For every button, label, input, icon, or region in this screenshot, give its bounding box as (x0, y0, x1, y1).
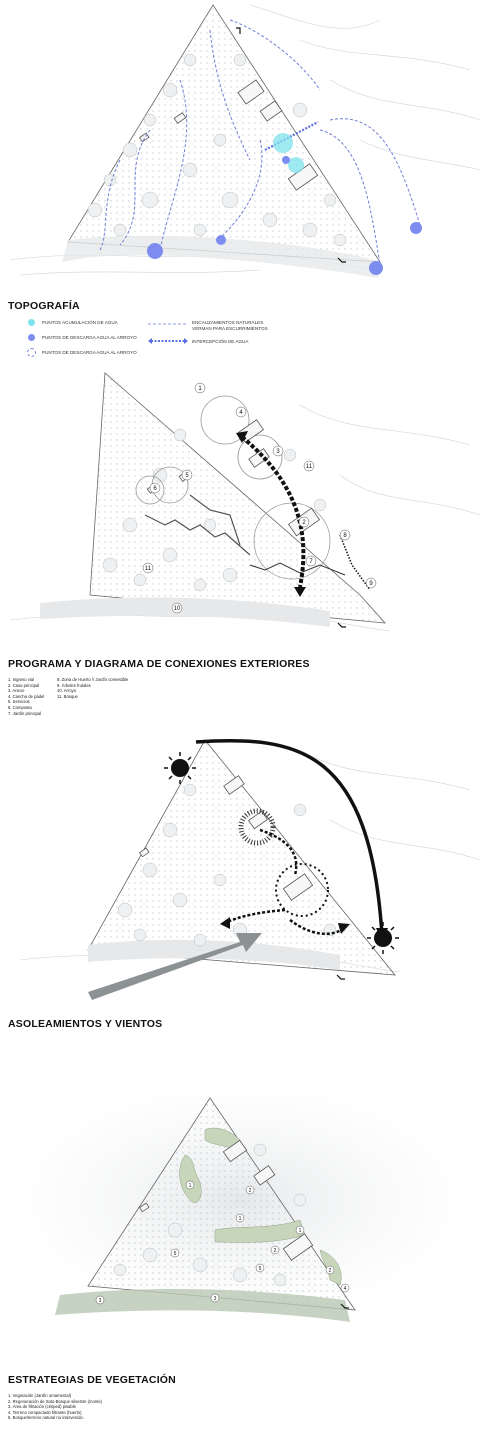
discharge-swatch (28, 334, 35, 341)
discharge-point (282, 156, 290, 164)
program-list-col2 (57, 677, 128, 699)
program-title: PROGRAMA Y DIAGRAMA DE CONEXIONES EXTERIORES (8, 658, 310, 670)
map-number-10: 10 (173, 606, 181, 612)
sun-wind-map (0, 730, 481, 1010)
topography-title: TOPOGRAFÍA (8, 300, 80, 312)
veg-map-number: 5 (173, 1251, 177, 1257)
program-item-3: 3. Anexo (8, 688, 25, 694)
channel-line-swatch (148, 321, 188, 327)
program-item-2: 2. Casa principal (8, 682, 40, 688)
program-item-4: 4. Cancha de pádel (8, 693, 45, 699)
program-map (0, 365, 481, 650)
vegetation-map (0, 1090, 481, 1335)
program-item-9: 9. Árboles frutales (57, 682, 91, 688)
vegetation-list (8, 1393, 102, 1421)
map-number-8: 8 (343, 533, 347, 539)
accumulation-point (273, 133, 293, 153)
veg-map-number: 2 (273, 1248, 277, 1254)
veg-map-number: 5 (258, 1266, 262, 1272)
map-number-11: 11 (144, 566, 152, 572)
map-number-5: 5 (185, 473, 189, 479)
topography-panel (0, 0, 481, 390)
program-item-8: 8. Zona de Huerto // Jardín comestible (57, 677, 129, 682)
map-number-6: 6 (153, 486, 157, 492)
map-number-1: 1 (198, 386, 202, 392)
program-list-col1 (8, 677, 44, 716)
vegetation-item-2: 2. Regeneración de Soto-Bosque silvestre (monte) (8, 1398, 103, 1404)
south-marker (337, 975, 345, 979)
vegetation-item-1: 1. Vegetación (Jardín ornamental) (8, 1393, 72, 1398)
legend-accumulation-label: PUNTOS ACUMULACIÓN DE AGUA (42, 320, 118, 325)
accumulation-point (288, 157, 304, 173)
veg-map-number: 2 (328, 1268, 332, 1274)
sun-wind-panel (0, 730, 481, 1040)
vegetation-panel (0, 1090, 481, 1440)
discharge-point (410, 222, 422, 234)
legend-channels-label-1: ENCAUZAMIENTOS NATURALES (192, 320, 264, 325)
discharge-dashed-swatch (27, 348, 36, 357)
map-number-7: 7 (309, 559, 313, 565)
vegetation-item-4: 4. Terreno compactado filtrante (huerto) (8, 1409, 82, 1415)
program-item-7: 7. Jardín principal (8, 710, 42, 716)
veg-map-number: 3 (98, 1298, 102, 1304)
program-item-11: 11. Bosque (57, 693, 78, 699)
program-item-10: 10. Arroyo (57, 688, 77, 694)
vegetation-item-3: 3. Área de filtración (césped) pisable (8, 1404, 76, 1410)
veg-map-number: 3 (213, 1296, 217, 1302)
vegetation-title: ESTRATEGIAS DE VEGETACIÓN (8, 1374, 176, 1386)
discharge-point (147, 243, 163, 259)
discharge-point (216, 235, 226, 245)
map-number-3: 3 (276, 449, 280, 455)
veg-map-number: 1 (188, 1183, 192, 1189)
veg-map-number: 2 (248, 1188, 252, 1194)
map-number-11b: 11 (305, 464, 313, 470)
accumulation-swatch (28, 319, 35, 326)
veg-map-number: 1 (298, 1228, 302, 1234)
discharge-point (369, 261, 383, 275)
interception-arrow-swatch (148, 337, 188, 345)
map-number-2: 2 (302, 520, 306, 526)
map-number-4: 4 (239, 410, 243, 416)
map-number-9: 9 (369, 581, 373, 587)
veg-map-number: 1 (238, 1216, 242, 1222)
program-item-1: 1. Ingreso vial (8, 677, 35, 682)
vegetation-item-5: 5. Bosque/terreno natural no intervenido. (8, 1415, 84, 1421)
legend-interception-label: INTERCEPCIÓN DE AGUA (192, 339, 249, 344)
program-panel (0, 365, 481, 750)
topography-map (0, 0, 481, 290)
sun-wind-title: ASOLEAMIENTOS Y VIENTOS (8, 1018, 163, 1030)
site-boundary (68, 5, 380, 262)
legend-discharge-label: PUNTOS DE DESCARGA AGUA AL ARROYO (42, 335, 137, 340)
legend-channels-label-2: VERMAN PARA ESCURRIMIENTOS (192, 326, 268, 331)
program-item-6: 6. Composta (8, 704, 32, 710)
legend-discharge-dashed-label: PUNTOS DE DESCARGA AGUA AL ARROYO (42, 350, 137, 355)
veg-map-number: 4 (343, 1286, 347, 1292)
north-marker (236, 28, 240, 34)
program-item-5: 5. Servicios (8, 699, 30, 705)
